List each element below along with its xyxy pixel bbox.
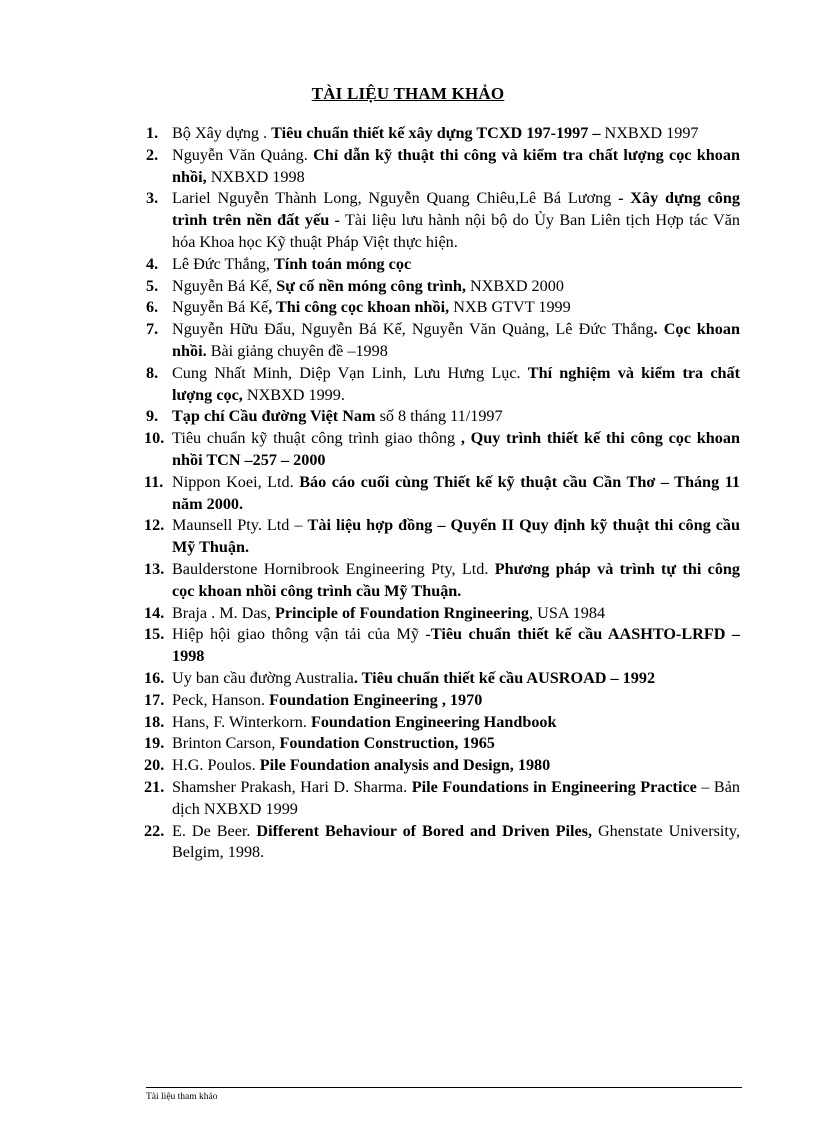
reference-number: 9. bbox=[146, 407, 159, 426]
reference-bold-text: Pile Foundation analysis and Design, 1980 bbox=[259, 756, 551, 775]
reference-bold-text: . Tiêu chuẩn thiết kế cầu AUSROAD – 1992 bbox=[353, 668, 656, 687]
reference-text: E. De Beer. bbox=[172, 821, 257, 840]
reference-bold-text: Báo cáo cuối cùng Thiết kế kỹ thuật cầu Cần Thơ – Tháng 11 năm 2000. bbox=[172, 472, 740, 513]
reference-number: 2. bbox=[146, 145, 159, 164]
reference-text: Nguyễn Văn Quảng. bbox=[172, 145, 314, 164]
reference-bold-text: Chỉ dẫn kỹ thuật thi công và kiểm tra chất lượng cọc khoan nhồi, bbox=[172, 145, 740, 186]
reference-text: Tài liệu lưu hành nội bộ do Ủy Ban Liên tịch Hợp tác Văn hóa Khoa học Kỹ thuật Pháp Việt thực hiện. bbox=[172, 211, 740, 251]
reference-bold-text: Different Behaviour of Bored and Driven Piles, bbox=[256, 821, 593, 840]
reference-bold-text: Foundation Engineering , 1970 bbox=[269, 690, 483, 709]
reference-text: Tiêu chuẩn kỹ thuật công trình giao thông bbox=[172, 429, 461, 448]
reference-item bbox=[146, 254, 740, 276]
reference-text: Bài giảng chuyên đề –1998 bbox=[206, 341, 388, 360]
reference-number: 13. bbox=[144, 559, 165, 578]
reference-bold-text: , Thi công cọc khoan nhồi, bbox=[268, 298, 450, 317]
reference-text: Braja . M. Das, bbox=[172, 603, 275, 622]
reference-text: NXBXD 2000 bbox=[465, 276, 564, 295]
reference-number: 12. bbox=[144, 516, 165, 535]
reference-text: Bộ Xây dựng . bbox=[172, 124, 272, 142]
reference-item bbox=[146, 428, 740, 472]
reference-bold-text: Tiêu chuẩn thiết kế cầu AASHTO-LRFD – 1998 bbox=[172, 625, 740, 666]
reference-item bbox=[146, 188, 740, 253]
reference-text: Nippon Koei, Ltd. bbox=[172, 472, 300, 491]
reference-item bbox=[146, 668, 740, 690]
reference-bold-text: Phương pháp và trình tự thi công cọc khoan nhồi công trình cầu Mỹ Thuận. bbox=[172, 559, 741, 600]
footer-label: Tài liệu tham khảo bbox=[146, 1092, 218, 1102]
reference-text: H.G. Poulos. bbox=[172, 756, 260, 775]
reference-item bbox=[146, 363, 740, 407]
reference-text: Peck, Hanson. bbox=[172, 690, 270, 709]
reference-number: 20. bbox=[144, 756, 165, 775]
reference-item bbox=[146, 733, 740, 755]
reference-item bbox=[146, 406, 740, 428]
reference-bold-text: Tạp chí Cầu đường Việt Nam bbox=[172, 407, 376, 426]
reference-number: 15. bbox=[144, 625, 165, 644]
reference-bold-text: , Quy trình thiết kế thi công cọc khoan nhồi TCN –257 – 2000 bbox=[172, 429, 740, 469]
reference-item bbox=[146, 624, 740, 668]
reference-text: , USA 1984 bbox=[529, 603, 606, 622]
reference-text: Maunsell Pty. Ltd – bbox=[172, 516, 308, 535]
reference-bold-text: - Xây dựng công trình trên nền đất yếu - bbox=[172, 189, 740, 230]
page-title: TÀI LIỆU THAM KHẢO bbox=[311, 84, 505, 103]
reference-bold-text: Principle of Foundation Rngineering bbox=[274, 603, 530, 622]
footer-divider bbox=[146, 1087, 742, 1088]
reference-text: Nguyễn Bá Kế bbox=[172, 298, 269, 317]
reference-number: 21. bbox=[144, 777, 165, 796]
reference-number: 4. bbox=[146, 254, 159, 273]
reference-text: số 8 tháng 11/1997 bbox=[375, 407, 503, 426]
reference-item bbox=[146, 319, 740, 363]
reference-number: 8. bbox=[146, 363, 159, 382]
reference-number: 7. bbox=[146, 320, 159, 339]
reference-item bbox=[146, 145, 740, 189]
reference-text: NXBXD 1997 bbox=[600, 124, 699, 142]
reference-number: 18. bbox=[144, 712, 165, 731]
reference-text: Hans, F. Winterkorn. bbox=[172, 712, 311, 731]
reference-text: Baulderstone Hornibrook Engineering Pty, Ltd. bbox=[172, 559, 495, 578]
reference-bold-text: Sự cố nền móng công trình, bbox=[276, 276, 466, 295]
reference-bold-text: Tiêu chuẩn thiết kế xây dựng TCXD 197-1997 – bbox=[271, 124, 601, 142]
reference-number: 16. bbox=[144, 668, 165, 687]
reference-text: Brinton Carson, bbox=[172, 734, 280, 753]
reference-text: Cung Nhất Minh, Diệp Vạn Linh, Lưu Hưng Lục. bbox=[172, 363, 528, 382]
reference-text: Ghenstate University, Belgim, 1998. bbox=[172, 821, 740, 862]
reference-bold-text: Tính toán móng cọc bbox=[273, 254, 412, 273]
reference-bold-text: Pile Foundations in Engineering Practice bbox=[411, 777, 697, 796]
reference-bold-text: Thí nghiệm và kiểm tra chất lượng cọc, bbox=[172, 363, 740, 404]
reference-number: 14. bbox=[144, 603, 165, 622]
reference-item bbox=[146, 276, 740, 298]
reference-list bbox=[146, 123, 740, 864]
reference-number: 6. bbox=[146, 298, 159, 317]
reference-text: Hiệp hội giao thông vận tải của Mỹ - bbox=[172, 625, 431, 644]
reference-item bbox=[146, 777, 740, 821]
reference-text: Uy ban cầu đường Australia bbox=[172, 668, 354, 687]
reference-item bbox=[146, 472, 740, 516]
reference-item bbox=[146, 123, 740, 145]
reference-item bbox=[146, 559, 740, 603]
reference-bold-text: Foundation Construction, 1965 bbox=[279, 734, 495, 753]
reference-item bbox=[146, 821, 740, 865]
reference-text: NXBXD 1999. bbox=[242, 385, 345, 404]
reference-number: 22. bbox=[144, 821, 165, 840]
reference-number: 5. bbox=[146, 276, 159, 295]
reference-text: NXBXD 1998 bbox=[206, 167, 305, 186]
reference-item bbox=[146, 515, 740, 559]
reference-text: – Bản dịch NXBXD 1999 bbox=[172, 777, 740, 818]
reference-text: Nguyễn Hữu Đẩu, Nguyễn Bá Kế, Nguyễn Văn Quảng, Lê Đức Thắng bbox=[172, 320, 654, 339]
reference-number: 11. bbox=[144, 472, 164, 491]
reference-number: 10. bbox=[144, 429, 165, 448]
reference-text: Nguyễn Bá Kế, bbox=[172, 276, 277, 295]
reference-item bbox=[146, 297, 740, 319]
reference-item bbox=[146, 755, 740, 777]
reference-item bbox=[146, 603, 740, 625]
reference-bold-text: Tài liệu hợp đồng – Quyển II Quy định kỹ thuật thi công cầu Mỹ Thuận. bbox=[172, 516, 740, 557]
reference-bold-text: . Cọc khoan nhồi. bbox=[172, 320, 741, 360]
reference-item bbox=[146, 712, 740, 734]
reference-text: NXB GTVT 1999 bbox=[449, 298, 571, 317]
reference-number: 1. bbox=[146, 124, 159, 142]
reference-text: Shamsher Prakash, Hari D. Sharma. bbox=[172, 777, 412, 796]
reference-number: 19. bbox=[144, 734, 165, 753]
reference-bold-text: Foundation Engineering Handbook bbox=[310, 712, 557, 731]
reference-number: 17. bbox=[144, 690, 165, 709]
reference-number: 3. bbox=[146, 189, 159, 208]
reference-text: Lariel Nguyễn Thành Long, Nguyễn Quang Chiêu,Lê Bá Lương bbox=[172, 189, 619, 208]
reference-item bbox=[146, 690, 740, 712]
reference-text: Lê Đức Thắng, bbox=[172, 254, 274, 273]
